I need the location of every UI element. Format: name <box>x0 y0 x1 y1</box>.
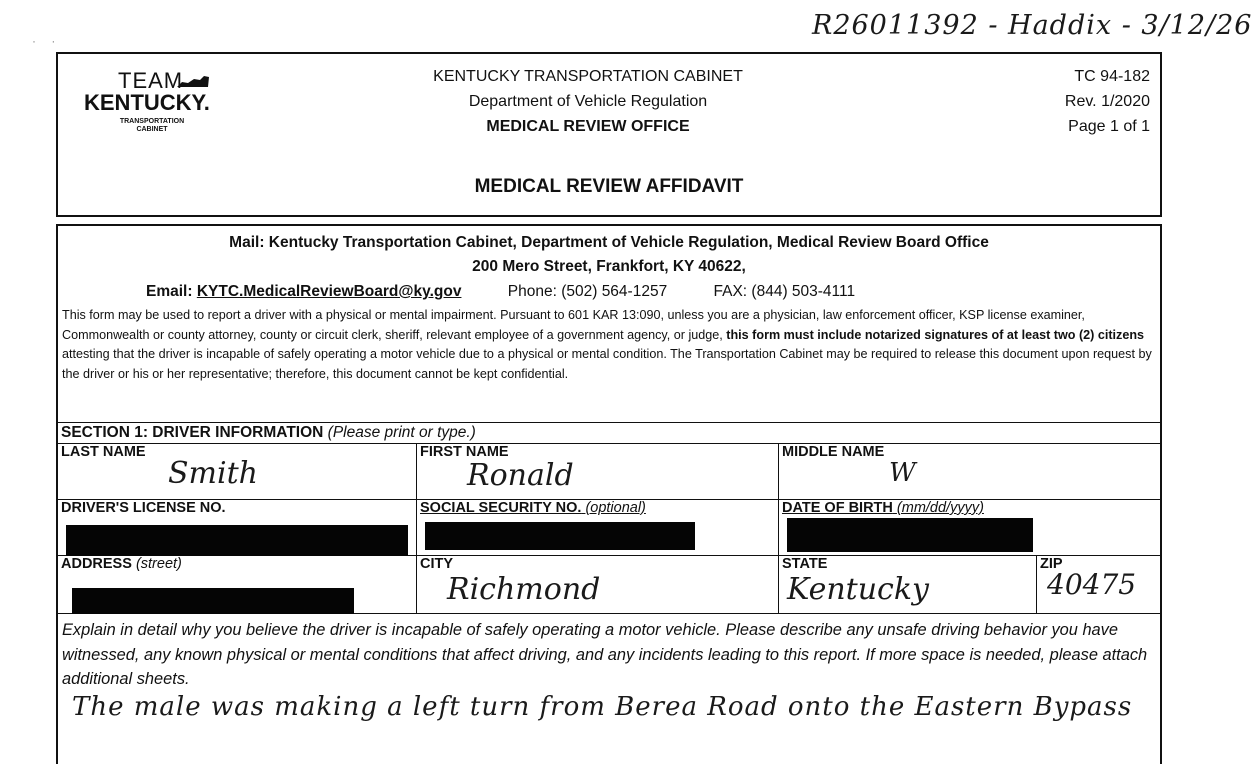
address-row <box>58 556 1160 614</box>
id-row <box>58 500 1160 556</box>
logo-kentucky-text: KENTUCKY. <box>84 90 210 115</box>
mail-line: Mail: Kentucky Transportation Cabinet, Department of Vehicle Regulation, Medical Review Board Office <box>229 234 989 251</box>
first-name-field[interactable] <box>416 444 778 499</box>
form-header <box>56 52 1162 217</box>
section-1-heading <box>58 422 1160 444</box>
intro-text-1: This form may be used to report a driver with a physical or mental impairment. Pursuant to 601 KAR 13:090, unless you are a physician, law enforcement officer, KSP license examiner, Commonwealth or county attorney, county or circuit clerk, sheriff, relevant employee of a government agency, or judge, <box>62 308 1085 342</box>
last-name-label: LAST NAME <box>61 444 146 460</box>
agency-name: KENTUCKY TRANSPORTATION CABINET <box>433 68 743 85</box>
address-redaction <box>72 588 354 614</box>
form-body <box>56 224 1162 764</box>
address-label <box>61 556 182 572</box>
first-name-value: Ronald <box>467 458 574 493</box>
ssn-note: (optional) <box>585 500 646 516</box>
first-name-label: FIRST NAME <box>420 444 509 460</box>
state-value: Kentucky <box>787 572 929 607</box>
dob-field[interactable] <box>778 500 1164 555</box>
dob-label-text: DATE OF BIRTH <box>782 500 893 516</box>
middle-name-label: MIDDLE NAME <box>782 444 885 460</box>
ssn-label <box>420 500 646 516</box>
street-address-field[interactable] <box>58 556 416 613</box>
city-field[interactable] <box>416 556 778 613</box>
department-name: Department of Vehicle Regulation <box>468 93 708 110</box>
kentucky-state-icon <box>176 74 210 88</box>
narrative-handwriting[interactable]: The male was making a left turn from Berea Road onto the Eastern Bypass <box>72 692 1133 722</box>
middle-name-field[interactable] <box>778 444 1164 499</box>
zip-value: 40475 <box>1047 568 1137 601</box>
address-label-text: ADDRESS <box>61 556 132 572</box>
city-value: Richmond <box>447 572 601 607</box>
email-label: Email: <box>146 283 193 300</box>
dob-label <box>782 500 984 516</box>
license-field[interactable] <box>58 500 416 555</box>
ssn-label-text: SOCIAL SECURITY NO. <box>420 500 582 516</box>
city-label: CITY <box>420 556 454 572</box>
form-revision: Rev. 1/2020 <box>1064 93 1150 110</box>
zip-label: ZIP <box>1040 556 1063 572</box>
section-1-title: SECTION 1: DRIVER INFORMATION <box>61 424 324 441</box>
ssn-redaction <box>425 522 695 550</box>
license-label: DRIVER'S LICENSE NO. <box>61 500 226 516</box>
fax-number: FAX: (844) 503-4111 <box>713 283 856 300</box>
zip-field[interactable] <box>1036 556 1164 613</box>
logo-cabinet-text: TRANSPORTATION CABINET <box>119 118 185 133</box>
state-field[interactable] <box>778 556 1036 613</box>
last-name-field[interactable] <box>58 444 416 499</box>
handwritten-reference-note: R26011392 - Haddix - 3/12/26 <box>812 10 1253 41</box>
logo-team-text: TEAM <box>118 68 184 93</box>
email-link[interactable]: KYTC.MedicalReviewBoard@ky.gov <box>196 283 462 300</box>
intro-text-bold: this form must include notarized signatures of at least two (2) citizens <box>726 327 1145 342</box>
team-kentucky-logo <box>84 68 234 138</box>
explanation-prompt: Explain in detail why you believe the driver is incapable of safely operating a motor vehicle. Please describe any unsafe driving behavior you have witnessed, any known physical or mental conditions that affect driving, and any incidents leading to this report. If more space is needed, please attach additional sheets. <box>62 621 1148 688</box>
office-name: MEDICAL REVIEW OFFICE <box>486 118 690 135</box>
document-title: MEDICAL REVIEW AFFIDAVIT <box>474 176 744 197</box>
phone-number: Phone: (502) 564-1257 <box>507 283 668 300</box>
intro-text-2: attesting that the driver is incapable of safely operating a motor vehicle due to a physical or mental condition. The Transportation Cabinet may be required to release this document upon request by the driver or his or her representative; therefore, this document cannot be kept confidential. <box>62 347 1152 381</box>
form-identifier <box>1065 64 1150 139</box>
page-number: Page 1 of 1 <box>1068 118 1150 135</box>
section-1-note: (Please print or type.) <box>327 424 476 441</box>
scan-specks: · · <box>32 34 62 48</box>
last-name-value: Smith <box>168 456 258 491</box>
contact-line <box>146 283 855 301</box>
form-number: TC 94-182 <box>1074 68 1150 85</box>
address-note: (street) <box>135 556 182 572</box>
name-row <box>58 444 1160 500</box>
middle-name-value: W <box>889 458 916 488</box>
mail-address: 200 Mero Street, Frankfort, KY 40622, <box>472 258 746 275</box>
dob-note: (mm/dd/yyyy) <box>896 500 984 516</box>
agency-block <box>358 64 818 139</box>
dob-redaction <box>787 518 1033 552</box>
state-label: STATE <box>782 556 828 572</box>
license-redaction <box>66 525 408 556</box>
intro-paragraph <box>62 306 1160 384</box>
ssn-field[interactable] <box>416 500 778 555</box>
